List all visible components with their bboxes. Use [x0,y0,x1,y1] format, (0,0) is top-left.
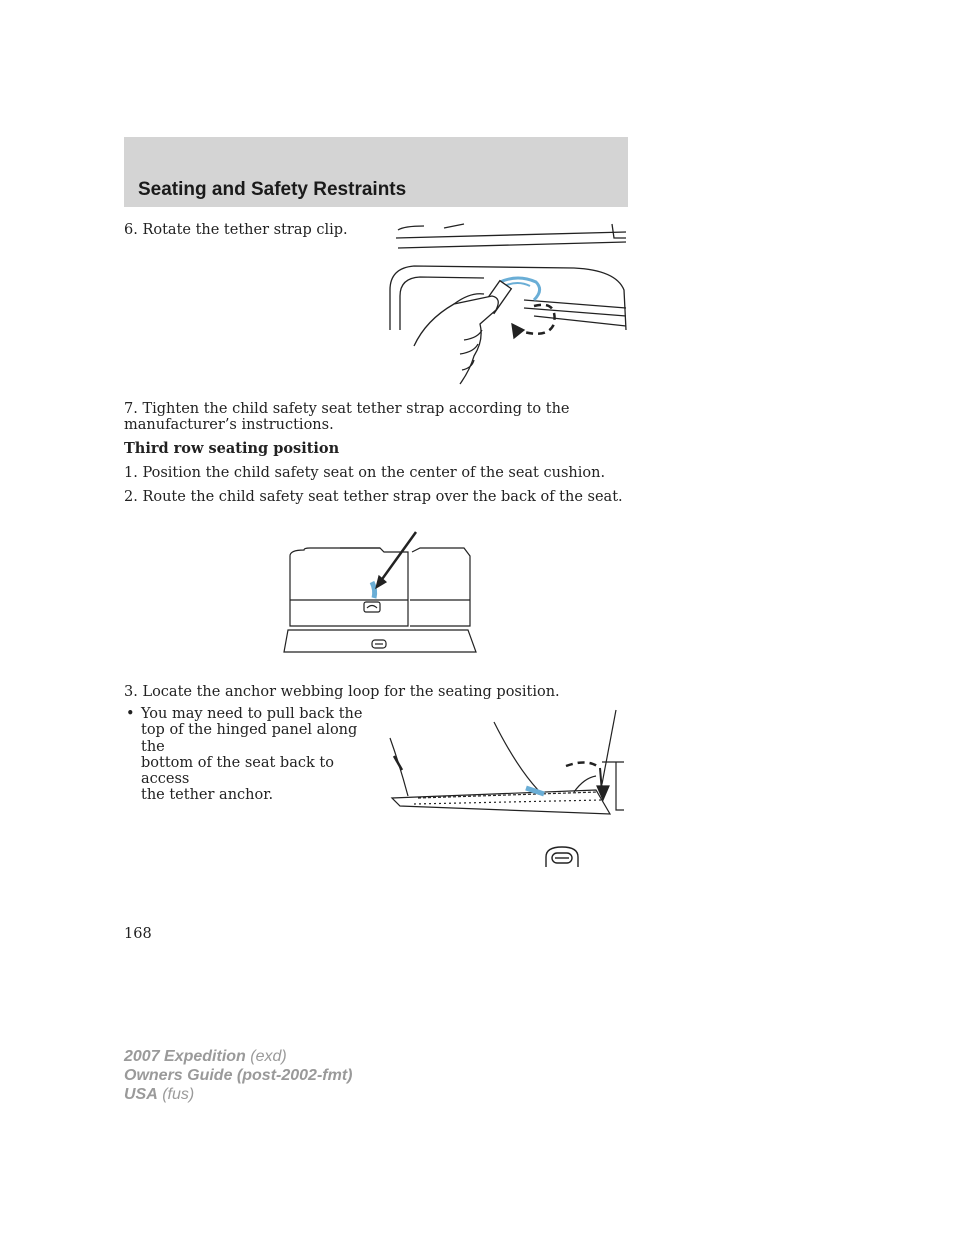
step-7-line-2: manufacturer’s instructions. [124,417,334,433]
tether-strap-clip-illustration [384,220,630,386]
step-2-text: 2. Route the child safety seat tether strap over the back of the seat. [124,489,623,505]
page-number: 168 [124,926,152,942]
bullet-item [124,706,374,804]
anchor-loop-illustration [388,706,628,822]
section-title: Seating and Safety Restraints [138,179,407,200]
bullet-line: bottom of the seat back to access [141,754,334,788]
footer-region-code: (fus) [157,1086,195,1103]
bullet-line: You may need to pull back the [141,706,363,722]
section-header-band [124,137,628,207]
tether-anchor-symbol-icon [542,845,582,869]
footer-region: USA [124,1086,158,1103]
footer-guide: Owners Guide (post-2002-fmt) [124,1067,353,1084]
footer-model: 2007 Expedition [124,1048,246,1065]
bullet-list [124,706,374,804]
bullet-line: top of the hinged panel along the [141,722,358,755]
step-3-text: 3. Locate the anchor webbing loop for the seating position. [124,684,560,700]
third-row-subheading: Third row seating position [124,440,340,457]
step-1-text: 1. Position the child safety seat on the center of the seat cushion. [124,465,606,481]
bullet-line: the tether anchor. [141,787,274,804]
document-footer [124,1047,352,1104]
third-row-seat-illustration [280,526,480,656]
footer-model-code: (exd) [245,1048,287,1065]
bullet-symbol: • [126,706,135,722]
step-7-line-1: 7. Tighten the child safety seat tether strap according to the [124,401,570,417]
step-6-text: 6. Rotate the tether strap clip. [124,222,348,238]
